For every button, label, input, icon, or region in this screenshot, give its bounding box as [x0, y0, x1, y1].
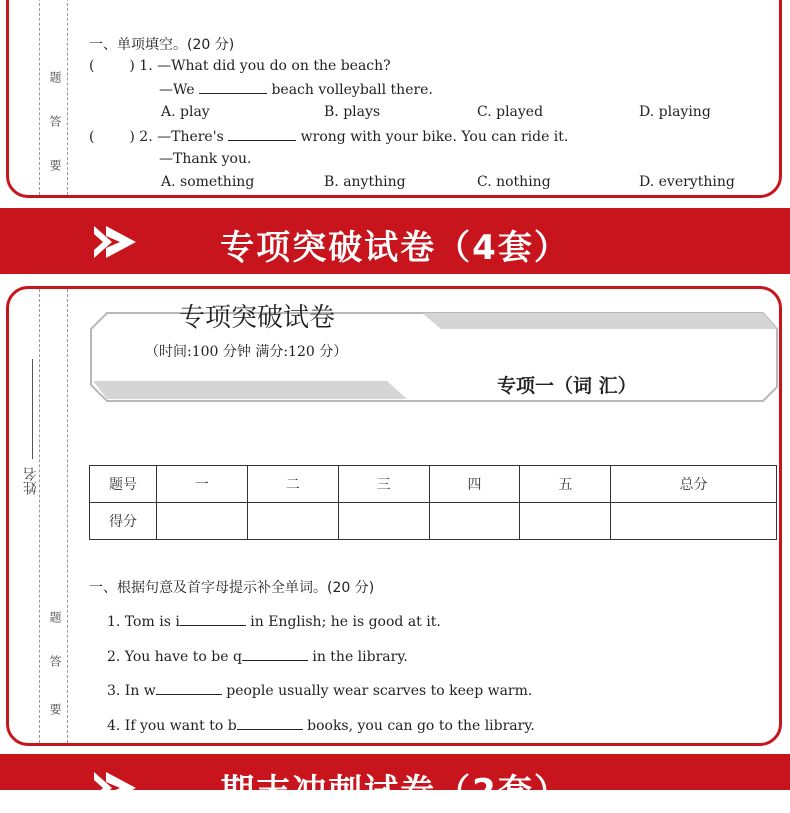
text-segment: in the library. [312, 649, 408, 665]
text-segment: people usually wear scarves to keep warm. [226, 683, 533, 699]
score-cell[interactable] [611, 503, 777, 540]
score-cell[interactable] [247, 503, 338, 540]
answer-blank[interactable] [237, 717, 303, 730]
answer-paren-close: ) [129, 129, 135, 145]
score-table [89, 465, 777, 540]
binding-line [39, 289, 40, 743]
question-4 [107, 717, 535, 734]
text-segment: 1. Tom is i [107, 614, 180, 630]
score-cell[interactable] [429, 503, 520, 540]
text-segment: 2. You have to be q [107, 649, 242, 665]
binding-line [67, 289, 68, 743]
option-d: D. playing [639, 104, 711, 120]
section-title: 一、根据句意及首字母提示补全单词。(20 分) [89, 580, 375, 596]
table-cell: 题号 [90, 466, 157, 503]
question-1 [89, 58, 391, 74]
banner-title: 专项突破试卷（4套） [220, 228, 570, 268]
table-row [90, 466, 777, 503]
table-cell: 三 [338, 466, 429, 503]
name-line [32, 359, 33, 459]
section-banner [0, 208, 790, 274]
text-segment: 4. If you want to b [107, 718, 237, 734]
header-subtitle: 专项一（词 汇） [497, 375, 637, 397]
answer-blank[interactable] [242, 648, 308, 661]
margin-char: 要 [48, 159, 62, 171]
exam-sheet [6, 286, 782, 746]
banner-title: 期末冲刺试卷（2套） [220, 772, 570, 812]
text-segment: books, you can go to the library. [307, 718, 535, 734]
option-a: A. something [161, 174, 255, 190]
option-c: C. nothing [477, 174, 551, 190]
table-row [90, 503, 777, 540]
table-cell: 四 [429, 466, 520, 503]
name-label: 姓名 [23, 467, 39, 495]
score-cell[interactable] [520, 503, 611, 540]
question-1 [107, 613, 441, 630]
table-cell: 五 [520, 466, 611, 503]
score-cell[interactable] [157, 503, 248, 540]
section-title: 一、单项填空。(20 分) [89, 37, 235, 53]
option-c: C. played [477, 104, 544, 120]
answer-blank[interactable] [199, 81, 267, 94]
margin-char: 答 [48, 115, 62, 127]
text-segment: in English; he is good at it. [250, 614, 441, 630]
score-cell[interactable] [338, 503, 429, 540]
option-a: A. play [161, 104, 210, 120]
text-segment: 3. In w [107, 683, 156, 699]
question-3 [107, 682, 532, 699]
question-1-line2 [159, 81, 433, 98]
header-title: 专项突破试卷 [179, 303, 336, 333]
text-segment: —We [159, 82, 195, 98]
answer-blank[interactable] [156, 682, 222, 695]
text-segment: 2. —There's [139, 129, 224, 145]
text-segment: beach volleyball there. [271, 82, 433, 98]
binding-line [67, 0, 68, 195]
margin-char: 题 [48, 71, 62, 83]
answer-paren-open: ( [89, 129, 95, 145]
question-2-line2: —Thank you. [159, 151, 252, 167]
question-2 [107, 648, 408, 665]
answer-blank[interactable] [180, 613, 246, 626]
table-cell: 一 [157, 466, 248, 503]
table-cell: 得分 [90, 503, 157, 540]
table-cell: 二 [247, 466, 338, 503]
header-meta: （时间:100 分钟 满分:120 分） [145, 344, 348, 360]
margin-char: 答 [48, 655, 62, 667]
exam-sheet-top [6, 0, 782, 198]
question-2 [89, 128, 568, 145]
answer-blank[interactable] [228, 128, 296, 141]
option-b: B. plays [324, 104, 381, 120]
option-b: B. anything [324, 174, 406, 190]
answer-paren-open: ( [89, 58, 95, 74]
text-segment: wrong with your bike. You can ride it. [300, 129, 569, 145]
option-d: D. everything [639, 174, 735, 190]
margin-char: 要 [48, 703, 62, 715]
binding-line [39, 0, 40, 195]
section-banner [0, 754, 790, 812]
question-text: 1. —What did you do on the beach? [139, 58, 391, 74]
table-cell: 总分 [611, 466, 777, 503]
margin-char: 题 [48, 611, 62, 623]
answer-paren-close: ) [129, 58, 135, 74]
